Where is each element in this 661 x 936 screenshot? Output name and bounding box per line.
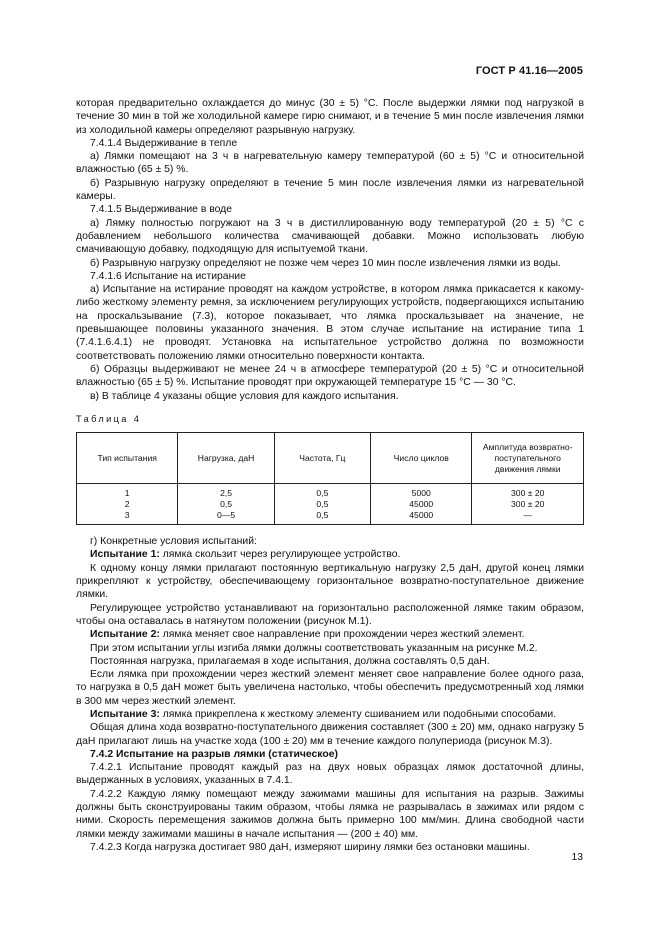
cell-value: 1: [124, 488, 130, 499]
cell-value: 0,5: [316, 488, 329, 499]
test-label: Испытание 1:: [90, 549, 160, 561]
paragraph: 7.4.2.1 Испытание проводят каждый раз на двух новых образцах лямок достаточной длины, выдержанных в условиях, указанных в 7.4.1.: [76, 762, 584, 787]
cell-value: 300 ± 20: [511, 488, 545, 499]
paragraph: К одному концу лямки прилагают постоянную вертикальную нагрузку 2,5 даН, другой конец лямки прикрепляют к устройству, обеспечивающему горизонтальное возвратно-поступательное движение лямки.: [76, 562, 584, 601]
test-label: Испытание 2:: [90, 629, 160, 641]
test-description: лямка прикреплена к жесткому элементу сшиванием или подобными способами.: [159, 708, 557, 720]
paragraph: а) Испытание на истирание проводят на каждом устройстве, в котором лямка прикасается к какому-либо жесткому элементу ремня, за исключением регулирующих устройств, подвергающихся испытанию на проскальзывание (7.3), которое показывает, что лямка проскальзывает на значение, не превышающее половины указанного значения. В этом случае испытание на истирание типа 1 (7.4.1.6.4.1) не проводят. Установка на испытательное устройство должна по возможности соответствовать положению лямки относительно поверхности контакта.: [76, 284, 584, 362]
table-cell: [178, 484, 274, 525]
conditions-table: [76, 432, 584, 525]
test-description: лямка скользит через регулирующее устройство.: [159, 549, 401, 561]
paragraph: которая предварительно охлаждается до минус (30 ± 5) °С. После выдержки лямки под нагрузкой в течение 30 мин в той же холодильной камере гирю снимают, и в течение 5 мин после извлечения лямки из холодильной камеры определяют разрывную нагрузку.: [76, 98, 584, 136]
paragraph: 7.4.2.2 Каждую лямку помещают между зажимами машины для испытания на разрыв. Зажимы должны быть сконструированы таким образом, чтобы лямка не разрывалась в зажимах или рядом с ними. Скорость перемещения зажимов должна быть примерно 100 мм/мин. Длина свободной части лямки между зажимами машины в начале испытания — (200 ± 40) мм.: [76, 788, 584, 840]
cell-value: 0,5: [316, 510, 329, 521]
column-header: Частота, Гц: [274, 433, 370, 484]
cell-value: 0—5: [216, 510, 236, 521]
table-cell: [472, 484, 584, 525]
table-cell: [274, 484, 370, 525]
cell-value: 2,5: [220, 488, 233, 499]
table-caption: Таблица 4: [76, 413, 142, 424]
cell-value: 0,5: [220, 499, 233, 510]
paragraph: а) Лямки помещают на 3 ч в нагревательную камеру температурой (60 ± 5) °С и относительной влажностью (65 ± 5) %.: [76, 151, 584, 176]
cell-value: 5000: [411, 488, 431, 499]
page-number: 13: [571, 852, 583, 863]
cell-value: 3: [124, 510, 130, 521]
table-cell: [77, 484, 178, 525]
paragraph: Постоянная нагрузка, прилагаемая в ходе испытания, должна составлять 0,5 даН.: [90, 655, 490, 667]
paragraph: Регулирующее устройство устанавливают на горизонтально расположенной лямке таким образом, чтобы она оставалась в натянутом положении (рисунок М.1).: [76, 602, 584, 627]
subsection-heading: 7.4.1.6 Испытание на истирание: [90, 270, 246, 282]
test-2-line: [76, 628, 584, 641]
column-header: Амплитуда возвратно-поступательного движения лямки: [472, 433, 584, 484]
document-header: ГОСТ Р 41.16—2005: [475, 65, 583, 77]
table-row: [77, 484, 584, 525]
test-3-line: [76, 708, 584, 721]
column-header: Число циклов: [371, 433, 472, 484]
page-content: [76, 97, 584, 854]
section-heading: 7.4.2 Испытание на разрыв лямки (статическое): [90, 748, 338, 760]
paragraph: б) Разрывную нагрузку определяют не позже чем через 10 мин после извлечения лямки из воды.: [90, 257, 561, 269]
test-1-line: [76, 548, 584, 561]
paragraph: Общая длина хода возвратно-поступательного движения составляет (300 ± 20) мм, однако нагрузку 5 даН прилагают лишь на участке хода (100 ± 20) мм в течение каждого полупериода (рисунок М.3).: [76, 722, 584, 747]
test-label: Испытание 3:: [90, 708, 160, 720]
cell-value: 0,5: [316, 499, 329, 510]
subsection-heading: 7.4.1.4 Выдерживание в тепле: [90, 137, 238, 149]
cell-value: 2: [124, 499, 130, 510]
paragraph: в) В таблице 4 указаны общие условия для каждого испытания.: [90, 390, 399, 402]
cell-value: 45000: [409, 510, 434, 521]
table-header-row: [77, 433, 584, 484]
cell-value: —: [523, 510, 533, 521]
paragraph: При этом испытании углы изгиба лямки должны соответствовать указанным на рисунке М.2.: [90, 642, 538, 654]
cell-value: 45000: [409, 499, 434, 510]
paragraph: г) Конкретные условия испытаний:: [90, 536, 257, 548]
paragraph: б) Образцы выдерживают не менее 24 ч в атмосфере температурой (20 ± 5) °С и относительной влажностью (65 ± 5) %. Испытание проводят при окружающей температуре 15 °С — 30 °С.: [76, 363, 584, 389]
paragraph: а) Лямку полностью погружают на 3 ч в дистиллированную воду температурой (20 ± 5) °С с добавлением небольшого количества смачивающей добавки. Можно использовать любую смачивающую добавку, подходящую для испытуемой ткани.: [76, 217, 584, 256]
paragraph: Если лямка при прохождении через жесткий элемент меняет свое направление более одного раза, то нагрузка в 0,5 даН может быть увеличена настолько, чтобы обеспечить предусмотренный ход лямки в 300 мм через жесткий элемент.: [76, 669, 584, 707]
subsection-heading: 7.4.1.5 Выдерживание в воде: [90, 204, 233, 216]
column-header: Тип испытания: [77, 433, 178, 484]
paragraph: б) Разрывную нагрузку определяют в течение 5 мин после извлечения лямки из нагревательной камеры.: [76, 177, 584, 203]
cell-value: 300 ± 20: [511, 499, 545, 510]
test-description: лямка меняет свое направление при прохождении через жесткий элемент.: [159, 629, 525, 641]
paragraph: 7.4.2.3 Когда нагрузка достигает 980 даН, измеряют ширину лямки без остановки машины.: [90, 841, 530, 853]
table-cell: [371, 484, 472, 525]
column-header: Нагрузка, даН: [178, 433, 274, 484]
